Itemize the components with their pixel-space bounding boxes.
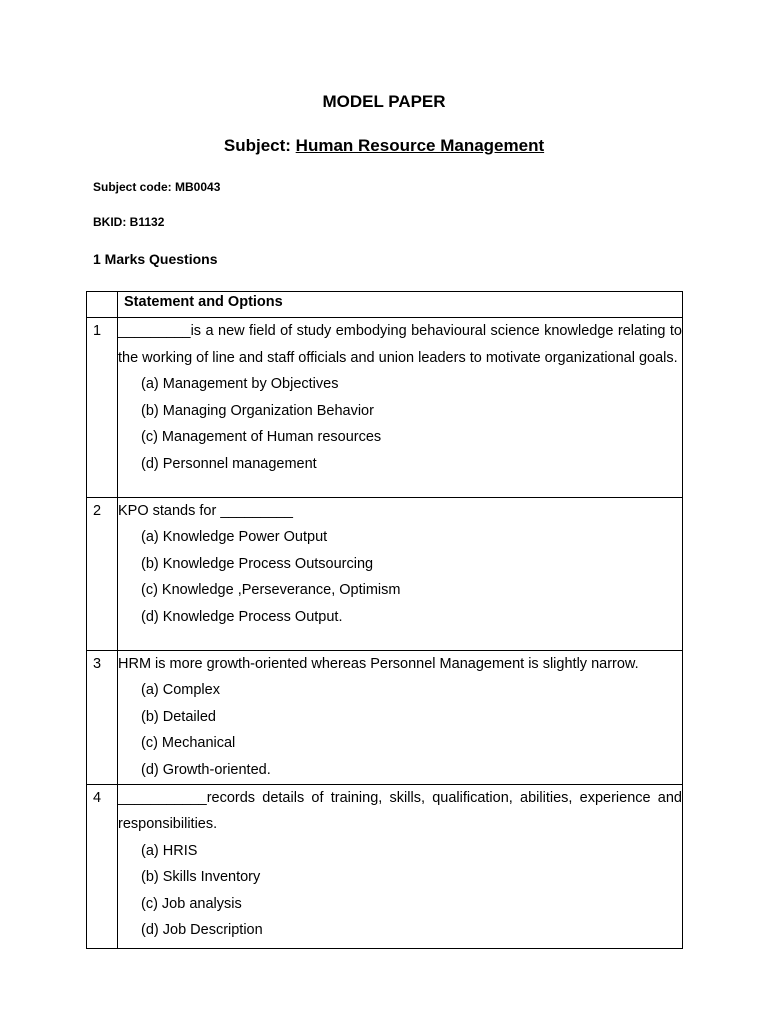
page-title: MODEL PAPER — [322, 92, 446, 111]
option-a: (a) HRIS — [141, 842, 198, 859]
statement-header-cell — [118, 292, 683, 318]
option-c: (c) Knowledge ,Perseverance, Optimism — [141, 582, 401, 599]
option-d: (d) Growth-oriented. — [141, 761, 271, 778]
option-list — [118, 524, 682, 630]
subject-heading — [0, 136, 768, 156]
table-row — [87, 784, 683, 949]
option-c: (c) Management of Human resources — [141, 429, 382, 446]
option-list — [118, 677, 682, 783]
option-d: (d) Personnel management — [141, 455, 317, 472]
question-stem: ___________records details of training, skills, qualification, abilities, experience and responsibilities. — [118, 789, 682, 833]
row-spacer — [118, 478, 682, 497]
table-row — [87, 650, 683, 784]
row-spacer — [118, 944, 682, 948]
option-a: (a) Knowledge Power Output — [141, 529, 328, 546]
question-number: 3 — [87, 650, 118, 784]
question-stem: HRM is more growth-oriented whereas Personnel Management is slightly narrow. — [118, 655, 639, 672]
option-a: (a) Management by Objectives — [141, 376, 339, 393]
option-list — [118, 371, 682, 477]
question-cell — [118, 650, 683, 784]
subject-prefix: Subject: — [223, 136, 296, 155]
option-c: (c) Job analysis — [141, 895, 242, 912]
question-stem: _________is a new field of study embodying behavioural science knowledge relating to the working of line and staff officials and union leaders to motivate organizational goals. — [118, 323, 682, 366]
option-list — [118, 838, 682, 944]
option-a: (a) Complex — [141, 682, 220, 699]
table-header-row — [87, 292, 683, 318]
option-b: (b) Managing Organization Behavior — [141, 402, 374, 419]
table-row — [87, 318, 683, 498]
subject-name: Human Resource Management — [295, 136, 545, 155]
question-number: 2 — [87, 497, 118, 650]
statement-header: Statement and Options — [124, 294, 283, 310]
section-title: 1 Marks Questions — [93, 251, 218, 267]
option-b: (b) Knowledge Process Outsourcing — [141, 555, 374, 572]
option-b: (b) Skills Inventory — [141, 869, 261, 886]
question-number: 1 — [87, 318, 118, 498]
option-d: (d) Job Description — [141, 922, 263, 939]
option-c: (c) Mechanical — [141, 735, 236, 752]
bkid: BKID: B1132 — [93, 215, 165, 229]
row-spacer — [118, 631, 682, 650]
option-d: (d) Knowledge Process Output. — [141, 608, 343, 625]
subject-code: Subject code: MB0043 — [93, 180, 221, 194]
question-number: 4 — [87, 784, 118, 949]
option-b: (b) Detailed — [141, 708, 216, 725]
table-row — [87, 497, 683, 650]
number-header-cell — [87, 292, 118, 318]
question-cell — [118, 784, 683, 949]
question-cell — [118, 318, 683, 498]
questions-table — [86, 291, 683, 949]
question-cell — [118, 497, 683, 650]
question-stem: KPO stands for _________ — [118, 502, 293, 519]
